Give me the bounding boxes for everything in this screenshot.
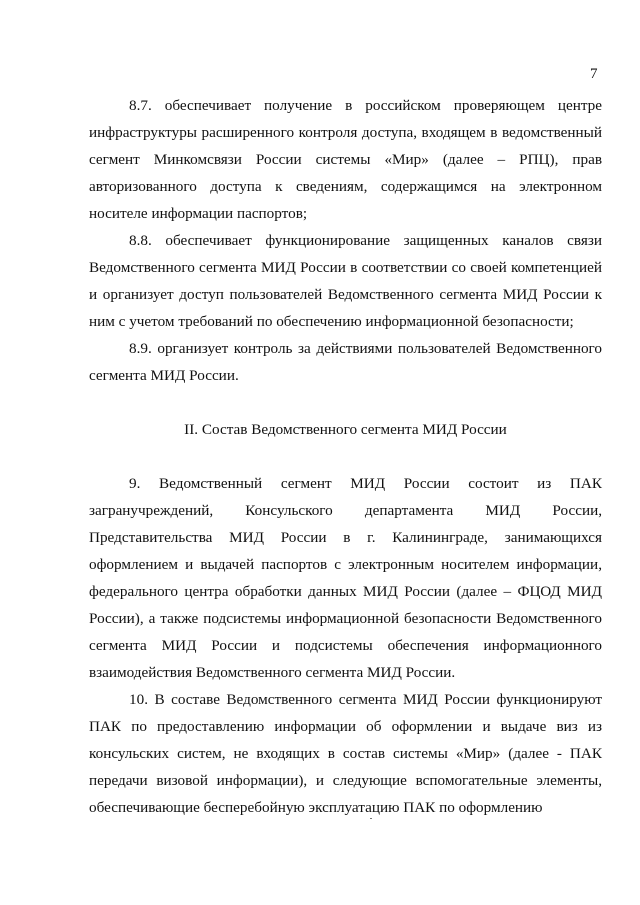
paragraph-8-9: 8.9. организует контроль за действиями пользователей Ведомственного сегмента МИД России. <box>89 340 602 384</box>
paragraph-9: 9. Ведомственный сегмент МИД России состоит из ПАК загранучреждений, Консульского департамента МИД России, Представительства МИД России в г. Калининграде, занимающихся оформлением и выдачей паспортов с электронным носителем информации, федерального центра обработки данных МИД России (далее – ФЦОД МИД России), а также подсистемы информационной безопасности Ведомственного сегмента МИД России и подсистемы обеспечения информационного взаимодействия Ведомственного сегмента МИД России. <box>89 475 602 681</box>
paragraph-8-8: 8.8. обеспечивает функционирование защищенных каналов связи Ведомственного сегмента МИД России в соответствии со своей компетенцией и организует доступ пользователей Ведомственного сегмента МИД России к ним с учетом требований по обеспечению информационной безопасности; <box>89 232 602 330</box>
page-number: 7 <box>590 66 598 82</box>
section-heading: II. Состав Ведомственного сегмента МИД России <box>184 421 507 438</box>
paragraph-10: 10. В составе Ведомственного сегмента МИД России функционируют ПАК по предоставлению информации об оформлении и выдаче виз из консульских систем, не входящих в состав системы «Мир» (далее - ПАК передачи визовой информации), и следующие вспомогательные элементы, обеспечивающие бесперебойную эксплуатацию ПАК по оформлению <box>89 691 602 816</box>
paragraph-8-7: 8.7. обеспечивает получение в российском проверяющем центре инфраструктуры расширенного контроля доступа, входящем в ведомственный сегмент Минкомсвязи России системы «Мир» (далее – РПЦ), прав авторизованного доступа к сведениям, содержащимся на электронном носителе информации паспортов; <box>89 97 602 222</box>
scan-artifact-dot <box>370 818 372 819</box>
document-body <box>89 92 602 821</box>
